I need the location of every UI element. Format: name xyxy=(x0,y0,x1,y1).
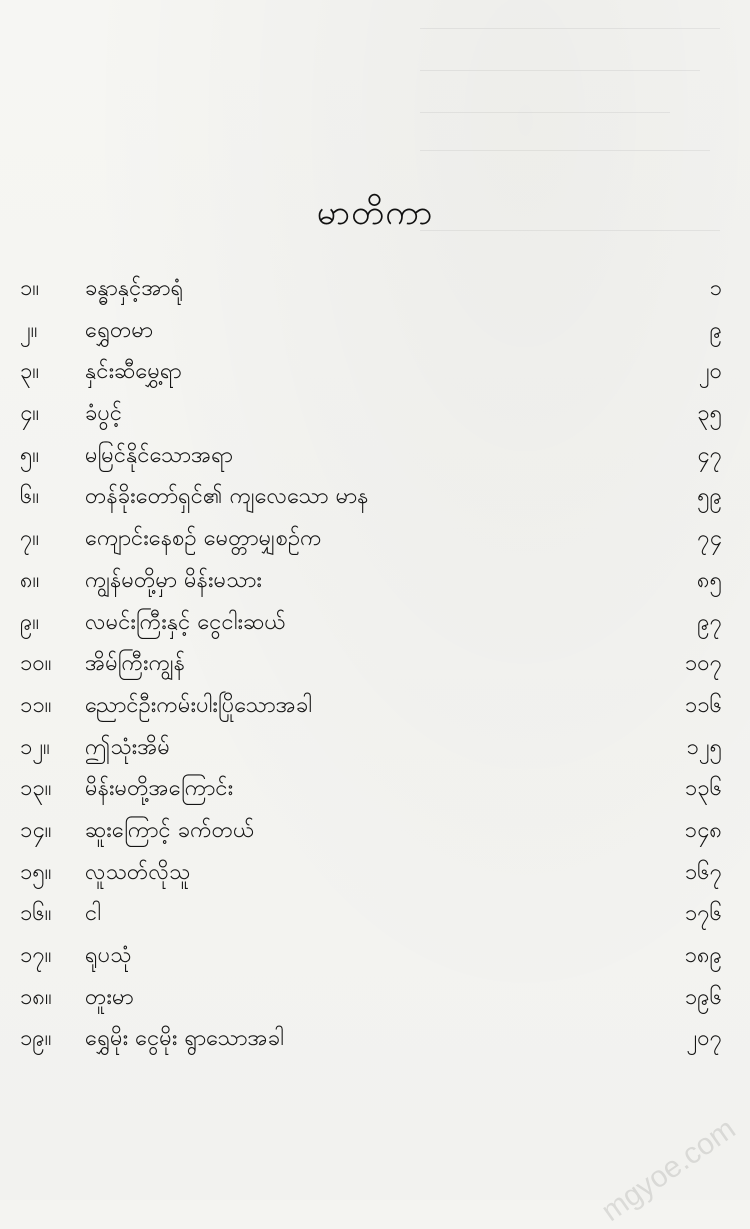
entry-title: တူးမာ xyxy=(85,984,134,1010)
toc-entry xyxy=(0,810,750,852)
entry-title: တန်ခိုးတော်ရှင်၏ ကျလေသော မာန xyxy=(85,484,369,510)
entry-title: ခန္ဓာနှင့်အာရုံ xyxy=(85,276,184,301)
entry-title: နှင်းဆီမွှေ့ရာ xyxy=(85,359,182,385)
table-of-contents xyxy=(0,268,750,1060)
entry-number: ၁၃။ xyxy=(20,776,52,802)
entry-page-number: ၁၉၆ xyxy=(684,984,722,1010)
entry-title: ရုပသုံ xyxy=(85,943,132,968)
toc-entry xyxy=(0,727,750,769)
entry-title: မိန်းမတို့အကြောင်း xyxy=(85,776,234,802)
bleed-through-line xyxy=(420,28,720,29)
page-title: မာတိကာ xyxy=(316,193,434,233)
entry-title: အိမ်ကြီးကျွန် xyxy=(85,651,185,677)
entry-number: ၁၆။ xyxy=(20,901,52,927)
entry-title: ရွှေတမာ xyxy=(85,317,154,343)
entry-number: ၈။ xyxy=(20,567,40,593)
entry-page-number: ၁၆၇ xyxy=(684,859,722,885)
entry-page-number: ၁၈၉ xyxy=(684,943,722,968)
entry-title: ဆူးကြောင့် ခက်တယ် xyxy=(85,817,255,843)
entry-page-number: ၁၀၇ xyxy=(684,651,722,677)
entry-number: ၃။ xyxy=(20,359,40,385)
entry-page-number: ၃၅ xyxy=(697,401,722,427)
entry-page-number: ၅၉ xyxy=(697,484,722,510)
entry-number: ၅။ xyxy=(20,442,40,468)
entry-page-number: ၁၄၈ xyxy=(684,817,722,843)
entry-number: ၁၅။ xyxy=(20,859,52,885)
entry-title: ညောင်ဦးကမ်းပါးပြိုသောအခါ xyxy=(85,692,313,718)
entry-number: ၂။ xyxy=(20,317,38,343)
bleed-through-line xyxy=(420,70,700,71)
entry-page-number: ၇၄ xyxy=(697,526,722,552)
toc-entry xyxy=(0,935,750,977)
entry-page-number: ၁ xyxy=(709,276,722,301)
entry-page-number: ၁၂၅ xyxy=(686,734,722,760)
entry-page-number: ၂၀၇ xyxy=(686,1026,722,1052)
toc-entry xyxy=(0,560,750,602)
toc-entry xyxy=(0,977,750,1019)
toc-entry xyxy=(0,768,750,810)
entry-page-number: ၉၇ xyxy=(697,609,722,635)
toc-entry xyxy=(0,1018,750,1060)
toc-entry xyxy=(0,643,750,685)
entry-page-number: ၁၁၆ xyxy=(684,692,722,718)
toc-entry xyxy=(0,435,750,477)
toc-entry xyxy=(0,518,750,560)
entry-title: ကျောင်းနေစဉ် မေတ္တာမျှစဉ်က xyxy=(85,526,322,552)
toc-entry xyxy=(0,476,750,518)
entry-page-number: ၁၇၆ xyxy=(684,901,722,927)
toc-entry xyxy=(0,893,750,935)
entry-title: ကျွန်မတို့မှာ မိန်းမသား xyxy=(85,567,262,593)
entry-title: လမင်းကြီးနှင့် ငွေငါးဆယ် xyxy=(85,609,286,635)
entry-number: ၁၂။ xyxy=(20,734,50,760)
entry-page-number: ၈၅ xyxy=(697,567,722,593)
entry-title: လူသတ်လိုသူ xyxy=(85,859,191,885)
entry-number: ၁၁။ xyxy=(20,692,52,718)
entry-number: ၉။ xyxy=(20,609,40,635)
toc-entry xyxy=(0,393,750,435)
toc-entry xyxy=(0,685,750,727)
entry-number: ၁။ xyxy=(20,276,40,301)
entry-page-number: ၄၇ xyxy=(697,442,722,468)
bleed-through-line xyxy=(420,150,710,151)
entry-title: ရွှေမိုး ငွေမိုး ရွာသောအခါ xyxy=(85,1026,284,1052)
entry-number: ၁၉။ xyxy=(20,1026,52,1052)
bleed-through-line xyxy=(420,112,670,113)
entry-title: ခံပွင့် xyxy=(85,401,123,427)
entry-number: ၆။ xyxy=(20,484,40,510)
entry-title: ဤသုံးအိမ် xyxy=(85,734,170,760)
entry-number: ၁၀။ xyxy=(20,651,52,677)
entry-number: ၁၈။ xyxy=(20,984,52,1010)
entry-number: ၁၄။ xyxy=(20,817,52,843)
entry-title: မမြင်နိုင်သောအရာ xyxy=(85,442,233,468)
toc-entry xyxy=(0,268,750,310)
toc-entry xyxy=(0,310,750,352)
toc-entry xyxy=(0,602,750,644)
toc-entry xyxy=(0,852,750,894)
entry-number: ၄။ xyxy=(20,401,40,427)
watermark: mgyoe.com xyxy=(595,1112,742,1229)
entry-page-number: ၂၀ xyxy=(698,359,722,385)
toc-entry xyxy=(0,351,750,393)
entry-number: ၁၇။ xyxy=(20,943,52,968)
entry-title: ငါ xyxy=(85,901,102,927)
entry-page-number: ၉ xyxy=(709,317,722,343)
entry-page-number: ၁၃၆ xyxy=(684,776,722,802)
entry-number: ၇။ xyxy=(20,526,40,552)
